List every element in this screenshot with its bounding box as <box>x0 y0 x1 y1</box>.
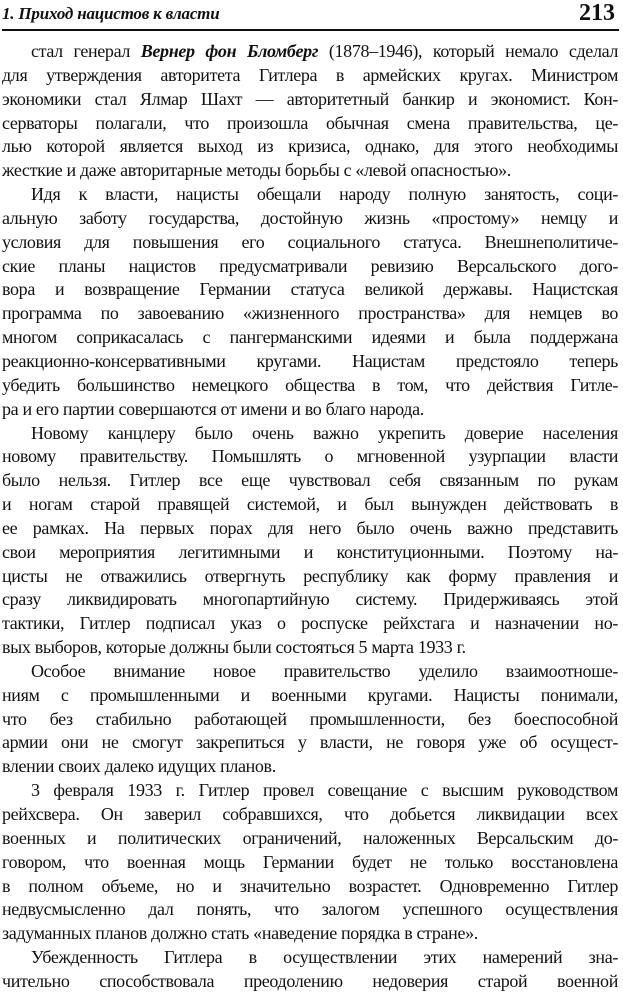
text-line: лью которой является выход из кризиса, однако, для этого необходимы <box>2 136 618 157</box>
text-line: 3 февраля 1933 г. Гитлер провел совещание с высшим руководством <box>31 780 618 801</box>
paragraph <box>2 946 618 994</box>
running-header <box>2 0 619 30</box>
text-line: жесткие и даже авторитарные методы борьбы с «левой опасностью». <box>2 160 511 181</box>
text-line: влении своих далеко идущих планов. <box>2 756 276 777</box>
text-line: свои мероприятия легитимными и конституционными. Поэтому на- <box>2 541 618 562</box>
body-text <box>2 40 618 994</box>
text-line: было нельзя. Гитлер все еще чувствовал себя связанным по рукам <box>2 470 618 491</box>
text-line: убедить большинство немецкого общества в том, что действия Гитле- <box>2 374 618 395</box>
text-line: сразу ликвидировать многопартийную систему. Придерживаясь этой <box>2 589 618 610</box>
text-line: что без стабильно работающей промышленности, без боеспособной <box>2 708 618 729</box>
text-line: в полном объеме, но и значительно возрастет. Одновременно Гитлер <box>2 875 618 896</box>
text-line: ее рамках. На первых порах для него было очень важно представить <box>2 517 618 538</box>
text-line: цисты не отважились отвергнуть республику как форму правления и <box>2 565 618 586</box>
text-line: недвусмысленно дал понять, что залогом успешного осуществления <box>2 899 618 920</box>
text-line: вых выборов, которые должны были состояться 5 марта 1933 г. <box>2 637 466 658</box>
paragraph <box>2 660 618 779</box>
text-line: тактики, Гитлер подписал указ о роспуске рейхстага и назначении но- <box>2 613 618 634</box>
text-line: говором, что военная мощь Германии будет не только восстановлена <box>2 851 618 872</box>
text-line: ра и его партии совершаются от имени и во благо народа. <box>2 398 424 419</box>
person-name-emphasis: Вернер фон Бломберг <box>140 41 319 61</box>
paragraph <box>2 422 618 660</box>
text-line <box>2 40 618 64</box>
text-line: и ногам старой правящей системой, и был вынужден действовать в <box>2 494 618 515</box>
paragraph <box>2 183 618 421</box>
text-line: Идя к власти, нацисты обещали народу полную занятость, соци- <box>31 184 618 205</box>
text-line: для утверждения авторитета Гитлера в армейских кругах. Министром <box>2 64 618 85</box>
chapter-title: 1. Приход нацистов к власти <box>2 4 220 23</box>
text-line: ниям с промышленными и военными кругами. Нацисты понимали, <box>2 684 618 705</box>
text-line: новому правительству. Помышлять о мгновенной узурпации власти <box>2 446 618 467</box>
text-line: условия для повышения его социального статуса. Внешнеполитиче- <box>2 231 618 252</box>
text-run: (1878–1946), который немало сделал <box>318 41 618 61</box>
text-line: ские планы нацистов предусматривали ревизию Версальского дого- <box>2 255 618 276</box>
text-line: программа по завоеванию «жизненного пространства» для немцев во <box>2 303 618 324</box>
text-line: Особое внимание новое правительство уделило взаимоотноше- <box>31 660 618 681</box>
text-line: вора и возвращение Германии статуса великой державы. Нацистская <box>2 279 618 300</box>
page-number: 213 <box>579 0 615 26</box>
text-line: военных и политических ограничений, наложенных Версальским до- <box>2 827 618 848</box>
text-line: серваторы полагали, что произошла обычная смена правительства, це- <box>2 112 618 133</box>
text-line: многом соприкасалась с пангерманскими идеями и была поддержана <box>2 327 618 348</box>
text-line: армии они не смогут закрепиться у власти, не говоря уже об осущест- <box>2 732 618 753</box>
text-line: альную заботу государства, достойную жизнь «простому» немцу и <box>2 207 618 228</box>
header-rule <box>2 29 619 31</box>
text-line: рейхсвера. Он заверил собравшихся, что добьется ликвидации всех <box>2 804 618 824</box>
text-run: стал генерал <box>31 41 141 61</box>
text-line: реакционно-консервативными кругами. Нацистам предстояло теперь <box>2 350 618 371</box>
paragraph <box>2 779 618 946</box>
text-line: Новому канцлеру было очень важно укрепить доверие населения <box>31 422 618 443</box>
text-line: чительно способствовала преодолению недоверия старой военной <box>2 970 618 991</box>
text-line: задуманных планов должно стать «наведение порядка в стране». <box>2 923 478 944</box>
paragraph <box>2 40 618 183</box>
text-line: Убежденность Гитлера в осуществлении этих намерений зна- <box>31 947 618 968</box>
text-line: экономики стал Ялмар Шахт — авторитетный банкир и экономист. Кон- <box>2 88 618 109</box>
